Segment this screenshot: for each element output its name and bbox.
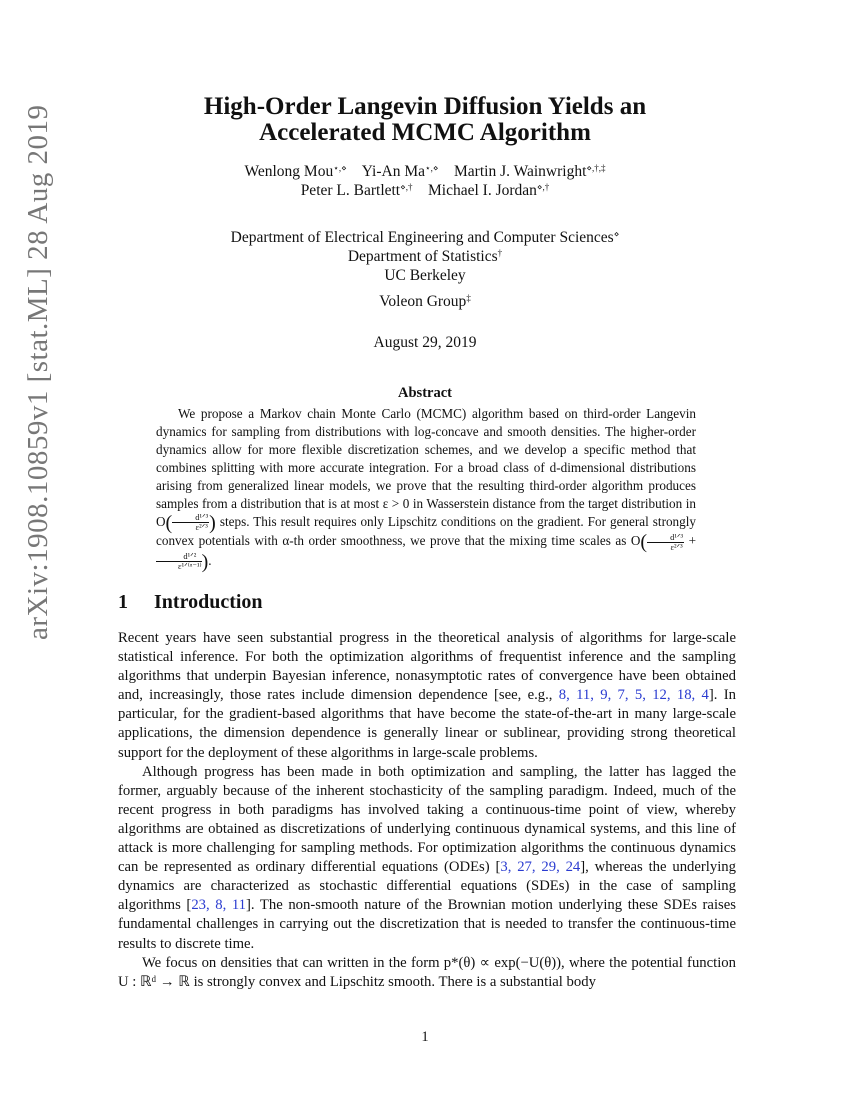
paragraph: [118, 763, 736, 954]
author-name: Michael I. Jordan: [428, 182, 537, 199]
paragraph-text: ]. In particular, for the gradient-based algorithms that have become the state-of-the-art in many large-scale applications, the dimension dependence is generally linear or sublinear, providing strong theoretical support for the deployment of these algorithms in large-scale problems.: [118, 687, 736, 761]
author-list: [0, 162, 850, 200]
frac-denominator: ε²ᐟ³: [670, 541, 683, 552]
abstract-body: We propose a Markov chain Monte Carlo (MCMC) algorithm based on third-order Langevin dynamics for sampling from distributions with log-concave and smooth densities. The higher-order dynamics allow for more flexible discretization schemes, and we develop a specific method that combines splitting with more accurate integration. For a broad class of d-dimensional distributions arising from generalized linear models, we prove that the resulting third-order algorithm produces samples from a distribution that is at most ε > 0 in Wasserstein distance from the target distribution in O( $\frac{\text{d¹ᐟ³}}{\text{ε²ᐟ³}}$ ) steps. This result requires only Lipschitz conditions on the gradient. For general strongly convex potentials with α-th order smoothness, we prove that the mixing time scales as O( $\frac{\text{d¹ᐟ³}}{\text{ε²ᐟ³}}$ + $\frac{\text{d¹ᐟ²}}{\text{ε¹ᐟ⁽ᵅ⁻¹⁾}}$ ).: [156, 406, 697, 573]
fraction: [647, 533, 684, 552]
title-line-2: Accelerated MCMC Algorithm: [259, 119, 591, 146]
paragraph: [118, 954, 736, 992]
citation-link[interactable]: 23, 8, 11: [191, 897, 247, 914]
frac-denominator: ε²ᐟ³: [195, 522, 208, 533]
paragraph-text: ]. The non-smooth nature of the Brownian motion underlying these SDEs raises fundamental challenges in carrying out the discretization that is needed to transfer the continuous-time results to discrete time.: [118, 897, 736, 952]
section-heading: [118, 591, 263, 614]
citation-link[interactable]: 3, 27, 29, 24: [500, 859, 581, 876]
affiliation-mark: †: [497, 248, 503, 258]
frac-numerator: d¹ᐟ³: [172, 513, 209, 523]
paren-open: (: [640, 531, 648, 554]
group-mark: ‡: [466, 293, 471, 303]
author-name: Wenlong Mou: [244, 163, 334, 180]
title-line-1: High-Order Langevin Diffusion Yields an: [203, 93, 647, 120]
affiliation-line: [0, 266, 850, 285]
abstract-text: We propose a Markov chain Monte Carlo (MCMC) algorithm based on third-order Langevin dynamics for sampling from distributions with log-concave and smooth densities. The higher-order dynamics allow for more flexible discretization schemes, and we develop a specific method that combines splitting with more accurate integration. For a broad class of d-dimensional distributions arising from generalized linear models, we prove that the resulting third-order algorithm produces samples from a distribution that is at most ε > 0 in Wasserstein distance from the target distribution in O: [156, 406, 696, 529]
author-marks: ⋆,⋄: [333, 163, 347, 173]
paren-close: ): [209, 511, 216, 534]
frac-denominator: ε¹ᐟ⁽ᵅ⁻¹⁾: [178, 561, 202, 572]
paragraph-text: We focus on densities that can written in the form p*(θ) ∝ exp(−U(θ)), where the potential function U : ℝᵈ → ℝ is strongly convex and Lipschitz smooth. There is a substantial body: [118, 954, 736, 990]
arxiv-sidebar-stamp: arXiv:1908.10859v1 [stat.ML] 28 Aug 2019: [22, 104, 54, 640]
group-affiliation: [0, 292, 850, 311]
paren-close: ): [201, 550, 209, 573]
abstract-heading: Abstract: [398, 385, 452, 401]
section-title: Introduction: [154, 591, 263, 613]
affiliation-mark: ⋄: [613, 229, 620, 239]
author-row-2: [0, 181, 850, 200]
author-name: Peter L. Bartlett: [300, 182, 401, 199]
publication-date: August 29, 2019: [373, 334, 477, 351]
paragraph-text: Recent years have seen substantial progress in the theoretical analysis of algorithms for large-scale statistical inference. For both the optimization algorithms of frequentist inference and the sampling algorithms that underpin Bayesian inference, nonasymptotic rates of convergence have been obtained and, increasingly, those rates include dimension dependence [see, e.g.,: [118, 630, 736, 704]
paragraph-text: Although progress has been made in both optimization and sampling, the latter has lagged the former, arguably because of the inherent stochasticity of the sampling paradigm. Indeed, much of the recent progress in both paradigms has involved taking a continuous-time point of view, whereby algorithms are obtained as discretizations of underlying continuous dynamical systems, and this line of attack is more challenging for sampling methods. For optimization algorithms the continuous dynamics can be represented as ordinary differential equations (ODEs) [: [118, 763, 736, 876]
author-marks: ⋄,†: [400, 182, 413, 192]
author-name: Martin J. Wainwright: [454, 163, 587, 180]
fraction: [172, 513, 209, 532]
introduction-body: [118, 629, 736, 992]
affiliation-line: [0, 228, 850, 247]
affiliation-text: Department of Statistics: [347, 248, 498, 265]
section-number: 1: [118, 591, 128, 613]
frac-numerator: d¹ᐟ³: [647, 533, 684, 543]
fraction: [156, 552, 202, 571]
paper-title: [0, 94, 850, 146]
paragraph-text: ], whereas the underlying dynamics are characterized as stochastic differential equations (SDEs) in the case of sampling algorithms [: [118, 859, 736, 914]
group-text: Voleon Group: [379, 293, 467, 310]
author-marks: ⋄,†: [536, 182, 550, 192]
abstract-text: steps. This result requires only Lipschitz conditions on the gradient. For general strongly convex potentials with α-th order smoothness, we prove that the mixing time scales as O: [156, 514, 696, 549]
affiliation-text: Department of Electrical Engineering and Computer Sciences: [230, 229, 614, 246]
page-number: 1: [421, 1029, 429, 1045]
author-marks: ⋆,⋄: [424, 163, 439, 173]
paren-open: (: [165, 511, 173, 534]
author-name: Yi-An Ma: [361, 163, 425, 180]
abstract-text: .: [208, 552, 212, 568]
affiliation-line: [0, 247, 850, 266]
frac-numerator: d¹ᐟ²: [156, 552, 202, 562]
author-row-1: [0, 162, 850, 181]
paragraph: [118, 629, 736, 763]
citation-link[interactable]: 8, 11, 9, 7, 5, 12, 18, 4: [558, 687, 709, 704]
affiliations: [0, 228, 850, 285]
author-marks: ⋄,†,‡: [586, 163, 606, 173]
affiliation-text: UC Berkeley: [384, 267, 466, 284]
